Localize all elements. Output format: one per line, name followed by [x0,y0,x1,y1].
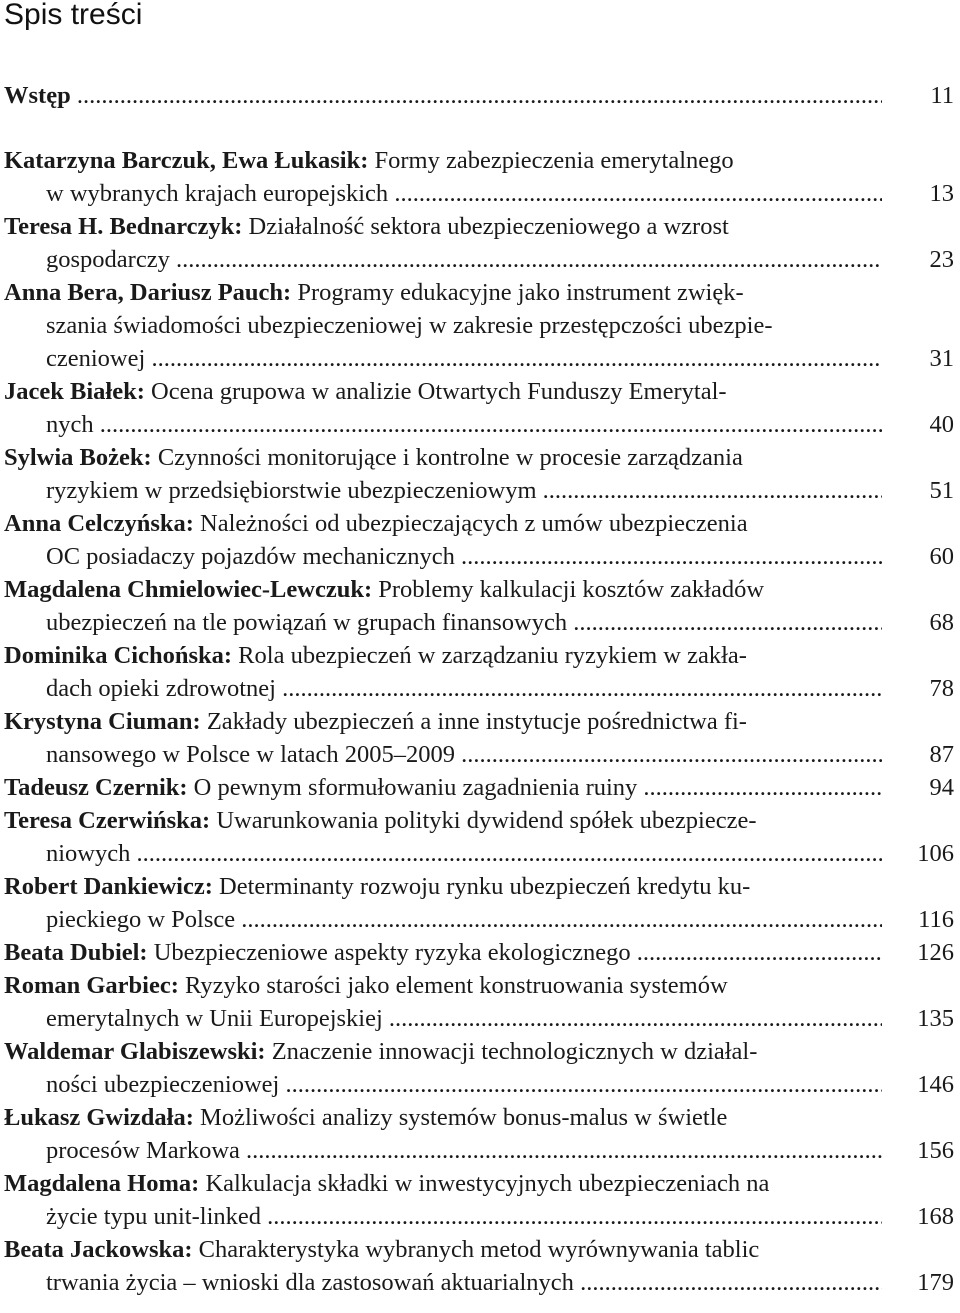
toc-line [46,178,882,210]
toc-page-number: 135 [917,1005,954,1032]
toc-title-text: niowych [46,840,131,867]
toc-line [46,673,882,705]
toc-page-number: 11 [930,82,954,109]
leader-dots [455,741,882,768]
toc-line [4,574,882,606]
toc-title-text: Kalkulacja składki w inwestycyjnych ubezpieczeniach na [199,1170,770,1197]
toc-line [46,1003,882,1035]
toc-line [4,871,882,903]
toc-title-text: Rola ubezpieczeń w zarządzaniu ryzykiem w zakła- [232,642,747,669]
toc-author: Tadeusz Czernik: [4,774,188,801]
toc-author: Łukasz Gwizdała: [4,1104,194,1131]
toc-page-number: 68 [929,609,954,636]
toc-title-text: nych [46,411,94,438]
toc-page-number: 51 [929,477,954,504]
toc-page-number: 168 [917,1203,954,1230]
toc-page-number: 146 [917,1071,954,1098]
toc-line [46,310,882,342]
toc-line [4,80,882,112]
toc-title-text: dach opieki zdrowotnej [46,675,276,702]
toc-author: Sylwia Bożek: [4,444,152,471]
toc-author: Robert Dankiewicz: [4,873,213,900]
toc-title-text: Działalność sektora ubezpieczeniowego a wzrost [242,213,729,240]
toc-page-number: 156 [917,1137,954,1164]
toc-line [46,1135,882,1167]
toc-title-text: życie typu unit-linked [46,1203,261,1230]
toc-line [4,1234,882,1266]
toc-line [4,508,882,540]
toc-title-text: Należności od ubezpieczających z umów ubezpieczenia [193,510,748,537]
toc-line [46,541,882,573]
toc-title-text: Ubezpieczeniowe aspekty ryzyka ekologicznego [147,939,631,966]
toc-page-number: 179 [917,1269,954,1296]
toc-author: Beata Jackowska: [4,1236,193,1263]
toc-title-text: w wybranych krajach europejskich [46,180,389,207]
toc-line [46,607,882,639]
toc-page-number: 94 [929,774,954,801]
toc-title-text: Zakłady ubezpieczeń a inne instytucje pośrednictwa fi- [200,708,747,735]
toc-title-text: Czynności monitorujące i kontrolne w procesie zarządzania [151,444,743,471]
leader-dots [567,609,882,636]
toc-author: Roman Garbiec: [4,972,179,999]
toc-author: Teresa H. Bednarczyk: [4,213,243,240]
toc-page-number: 78 [929,675,954,702]
toc-line [46,838,882,870]
toc-title-text: Ryzyko starości jako element konstruowania systemów [178,972,728,999]
toc-line [4,772,882,804]
leader-dots [261,1203,882,1230]
toc-title-text: emerytalnych w Unii Europejskiej [46,1005,383,1032]
toc-title-text: ryzykiem w przedsiębiorstwie ubezpieczeniowym [46,477,537,504]
toc-title-text: ubezpieczeń na tle powiązań w grupach finansowych [46,609,568,636]
toc-author: Dominika Cichońska: [4,642,233,669]
toc-line [46,1267,882,1299]
toc-line [4,1036,882,1068]
page-title: Spis treści [4,0,143,31]
toc-author: Anna Celczyńska: [4,510,194,537]
toc-title-text: Problemy kalkulacji kosztów zakładów [372,576,765,603]
toc-author: Katarzyna Barczuk, Ewa Łukasik: [4,147,369,174]
toc-line [4,277,882,309]
toc-author: Krystyna Ciuman: [4,708,201,735]
toc-title-text: O pewnym sformułowaniu zagadnienia ruiny [187,774,638,801]
toc-title-text: procesów Markowa [46,1137,240,1164]
leader-dots [279,1071,882,1098]
toc-title-text: Możliwości analizy systemów bonus-malus w świetle [193,1104,728,1131]
toc-page-number: 106 [917,840,954,867]
toc-title-text: trwania życia – wnioski dla zastosowań aktuarialnych [46,1269,574,1296]
toc-page-number: 23 [929,246,954,273]
toc-title-text: Uwarunkowania polityki dywidend spółek ubezpiecze- [210,807,757,834]
toc-page-number: 87 [929,741,954,768]
leader-dots [537,477,882,504]
toc-line [4,1168,882,1200]
toc-page-number: 13 [929,180,954,207]
toc-author: Jacek Białek: [4,378,145,405]
toc-line [46,343,882,375]
toc-title-text: nansowego w Polsce w latach 2005–2009 [46,741,455,768]
toc-line [46,904,882,936]
toc-line [4,970,882,1002]
toc-line [46,244,882,276]
leader-dots [388,180,882,207]
toc-line [46,1069,882,1101]
toc-page-number: 40 [929,411,954,438]
toc-title-text: Ocena grupowa w analizie Otwartych Funduszy Emerytal- [144,378,727,405]
toc-title-text: Formy zabezpieczenia emerytalnego [368,147,734,174]
toc-page-number: 126 [917,939,954,966]
toc-page-number: 60 [929,543,954,570]
toc-line [4,640,882,672]
leader-dots [240,1137,882,1164]
toc-author: Magdalena Homa: [4,1170,200,1197]
toc-title-text: pieckiego w Polsce [46,906,236,933]
toc-title-text: Charakterystyka wybranych metod wyrównywania tablic [192,1236,760,1263]
toc-line [4,145,882,177]
leader-dots [276,675,882,702]
toc-line [4,211,882,243]
toc-title-text: OC posiadaczy pojazdów mechanicznych [46,543,455,570]
toc-author: Anna Bera, Dariusz Pauch: [4,279,292,306]
toc-author: Beata Dubiel: [4,939,148,966]
toc-title-text: Programy edukacyjne jako instrument zwięk- [291,279,744,306]
leader-dots [71,82,882,109]
toc-line [4,1102,882,1134]
toc-author: Magdalena Chmielowiec-Lewczuk: [4,576,373,603]
leader-dots [383,1005,882,1032]
toc-title-text: szania świadomości ubezpieczeniowej w zakresie przestępczości ubezpie- [46,312,773,339]
toc-line [46,409,882,441]
toc-line [4,442,882,474]
leader-dots [170,246,882,273]
toc-title-text: czeniowej [46,345,146,372]
toc-line [4,376,882,408]
toc-line [4,937,882,969]
toc-line [46,475,882,507]
toc-line [46,1201,882,1233]
leader-dots [637,774,882,801]
toc-title-text: Wstęp [4,82,71,109]
toc-title-text: Determinanty rozwoju rynku ubezpieczeń kredytu ku- [212,873,751,900]
toc-author: Waldemar Glabiszewski: [4,1038,266,1065]
leader-dots [631,939,882,966]
toc-author: Teresa Czerwińska: [4,807,211,834]
leader-dots [94,411,882,438]
toc-line [46,739,882,771]
toc-line [4,805,882,837]
leader-dots [145,345,882,372]
toc-title-text: ności ubezpieczeniowej [46,1071,280,1098]
toc-page-number: 116 [918,906,954,933]
toc-page-number: 31 [929,345,954,372]
toc-title-text: gospodarczy [46,246,170,273]
leader-dots [455,543,882,570]
leader-dots [130,840,882,867]
leader-dots [574,1269,882,1296]
toc-title-text: Znaczenie innowacji technologicznych w działal- [265,1038,758,1065]
toc-line [4,706,882,738]
leader-dots [235,906,882,933]
